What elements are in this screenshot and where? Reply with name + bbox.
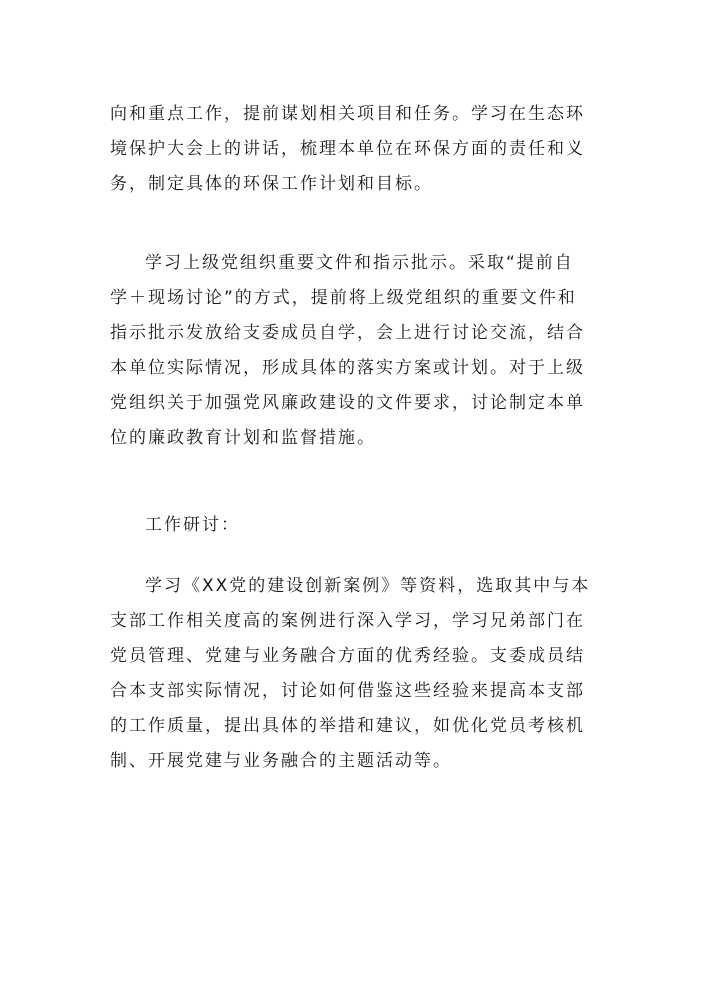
text-line: 境保护大会上的讲话，梳理本单位在环保方面的责任和义	[110, 139, 585, 159]
text-line: 合本支部实际情况，讨论如何借鉴这些经验来提高本支部	[110, 681, 585, 701]
text-line: 制、开展党建与业务融合的主题活动等。	[110, 751, 452, 771]
paragraph-environment-study	[110, 97, 605, 202]
text-line: 向和重点工作，提前谋划相关项目和任务。学习在生态环	[110, 104, 585, 124]
paragraph-document-study	[110, 246, 605, 456]
text-line: 学习上级党组织重要文件和指示批示。采取“提前自	[145, 253, 574, 273]
text-line: 支部工作相关度高的案例进行深入学习，学习兄弟部门在	[110, 611, 585, 631]
text-line: 位的廉政教育计划和监督措施。	[110, 428, 376, 448]
text-line: 本单位实际情况，形成具体的落实方案或计划。对于上级	[110, 358, 585, 378]
text-line: 的工作质量，提出具体的举措和建议，如优化党员考核机	[110, 716, 585, 736]
section-heading-work-discussion	[110, 508, 605, 543]
text-line: 指示批示发放给支委成员自学，会上进行讨论交流，结合	[110, 323, 585, 343]
text-line: 党员管理、党建与业务融合方面的优秀经验。支委成员结	[110, 646, 585, 666]
text-line: 学习《XX党的建设创新案例》等资料，选取其中与本	[145, 576, 591, 596]
text-line: 务，制定具体的环保工作计划和目标。	[110, 174, 433, 194]
text-line: 党组织关于加强党风廉政建设的文件要求，讨论制定本单	[110, 393, 585, 413]
paragraph-case-study	[110, 569, 605, 779]
text-line: 工作研讨：	[145, 515, 240, 535]
text-line: 学＋现场讨论”的方式，提前将上级党组织的重要文件和	[110, 288, 577, 308]
